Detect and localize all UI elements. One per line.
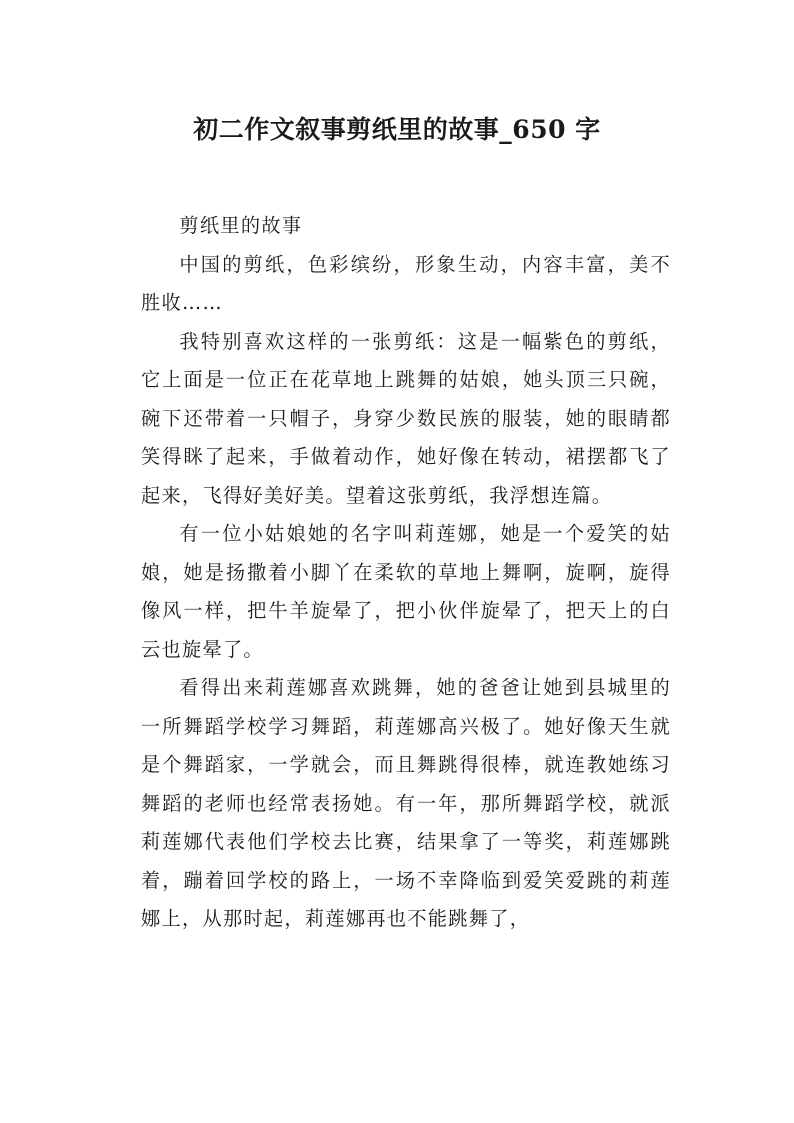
paragraph: 看得出来莉莲娜喜欢跳舞，她的爸爸让她到县城里的一所舞蹈学校学习舞蹈，莉莲娜高兴极了。她好像天生就是个舞蹈家，一学就会，而且舞跳得很棒，就连教她练习舞蹈的老师也经常表扬她。有一年，那所舞蹈学校，就派莉莲娜代表他们学校去比赛，结果拿了一等奖，莉莲娜跳着，蹦着回学校的路上，一场不幸降临到爱笑爱跳的莉莲娜上，从那时起，莉莲娜再也不能跳舞了， — [141, 676, 671, 930]
document-title: 初二作文叙事剪纸里的故事_650 字 — [193, 115, 601, 144]
paragraph: 中国的剪纸，色彩缤纷，形象生动，内容丰富，美不胜收…… — [141, 252, 671, 314]
paragraph-heading: 剪纸里的故事 — [179, 214, 303, 237]
paragraph: 我特别喜欢这样的一张剪纸：这是一幅紫色的剪纸，它上面是一位正在花草地上跳舞的姑娘，她头顶三只碗，碗下还带着一只帽子，身穿少数民族的服装，她的眼睛都笑得眯了起来，手做着动作，她好像在转动，裙摆都飞了起来，飞得好美好美。望着这张剪纸，我浮想连篇。 — [141, 329, 671, 507]
document-body — [141, 207, 671, 939]
paragraph: 有一位小姑娘她的名字叫莉莲娜，她是一个爱笑的姑娘，她是扬撒着小脚丫在柔软的草地上舞啊，旋啊，旋得像风一样，把牛羊旋晕了，把小伙伴旋晕了，把天上的白云也旋晕了。 — [141, 522, 671, 661]
